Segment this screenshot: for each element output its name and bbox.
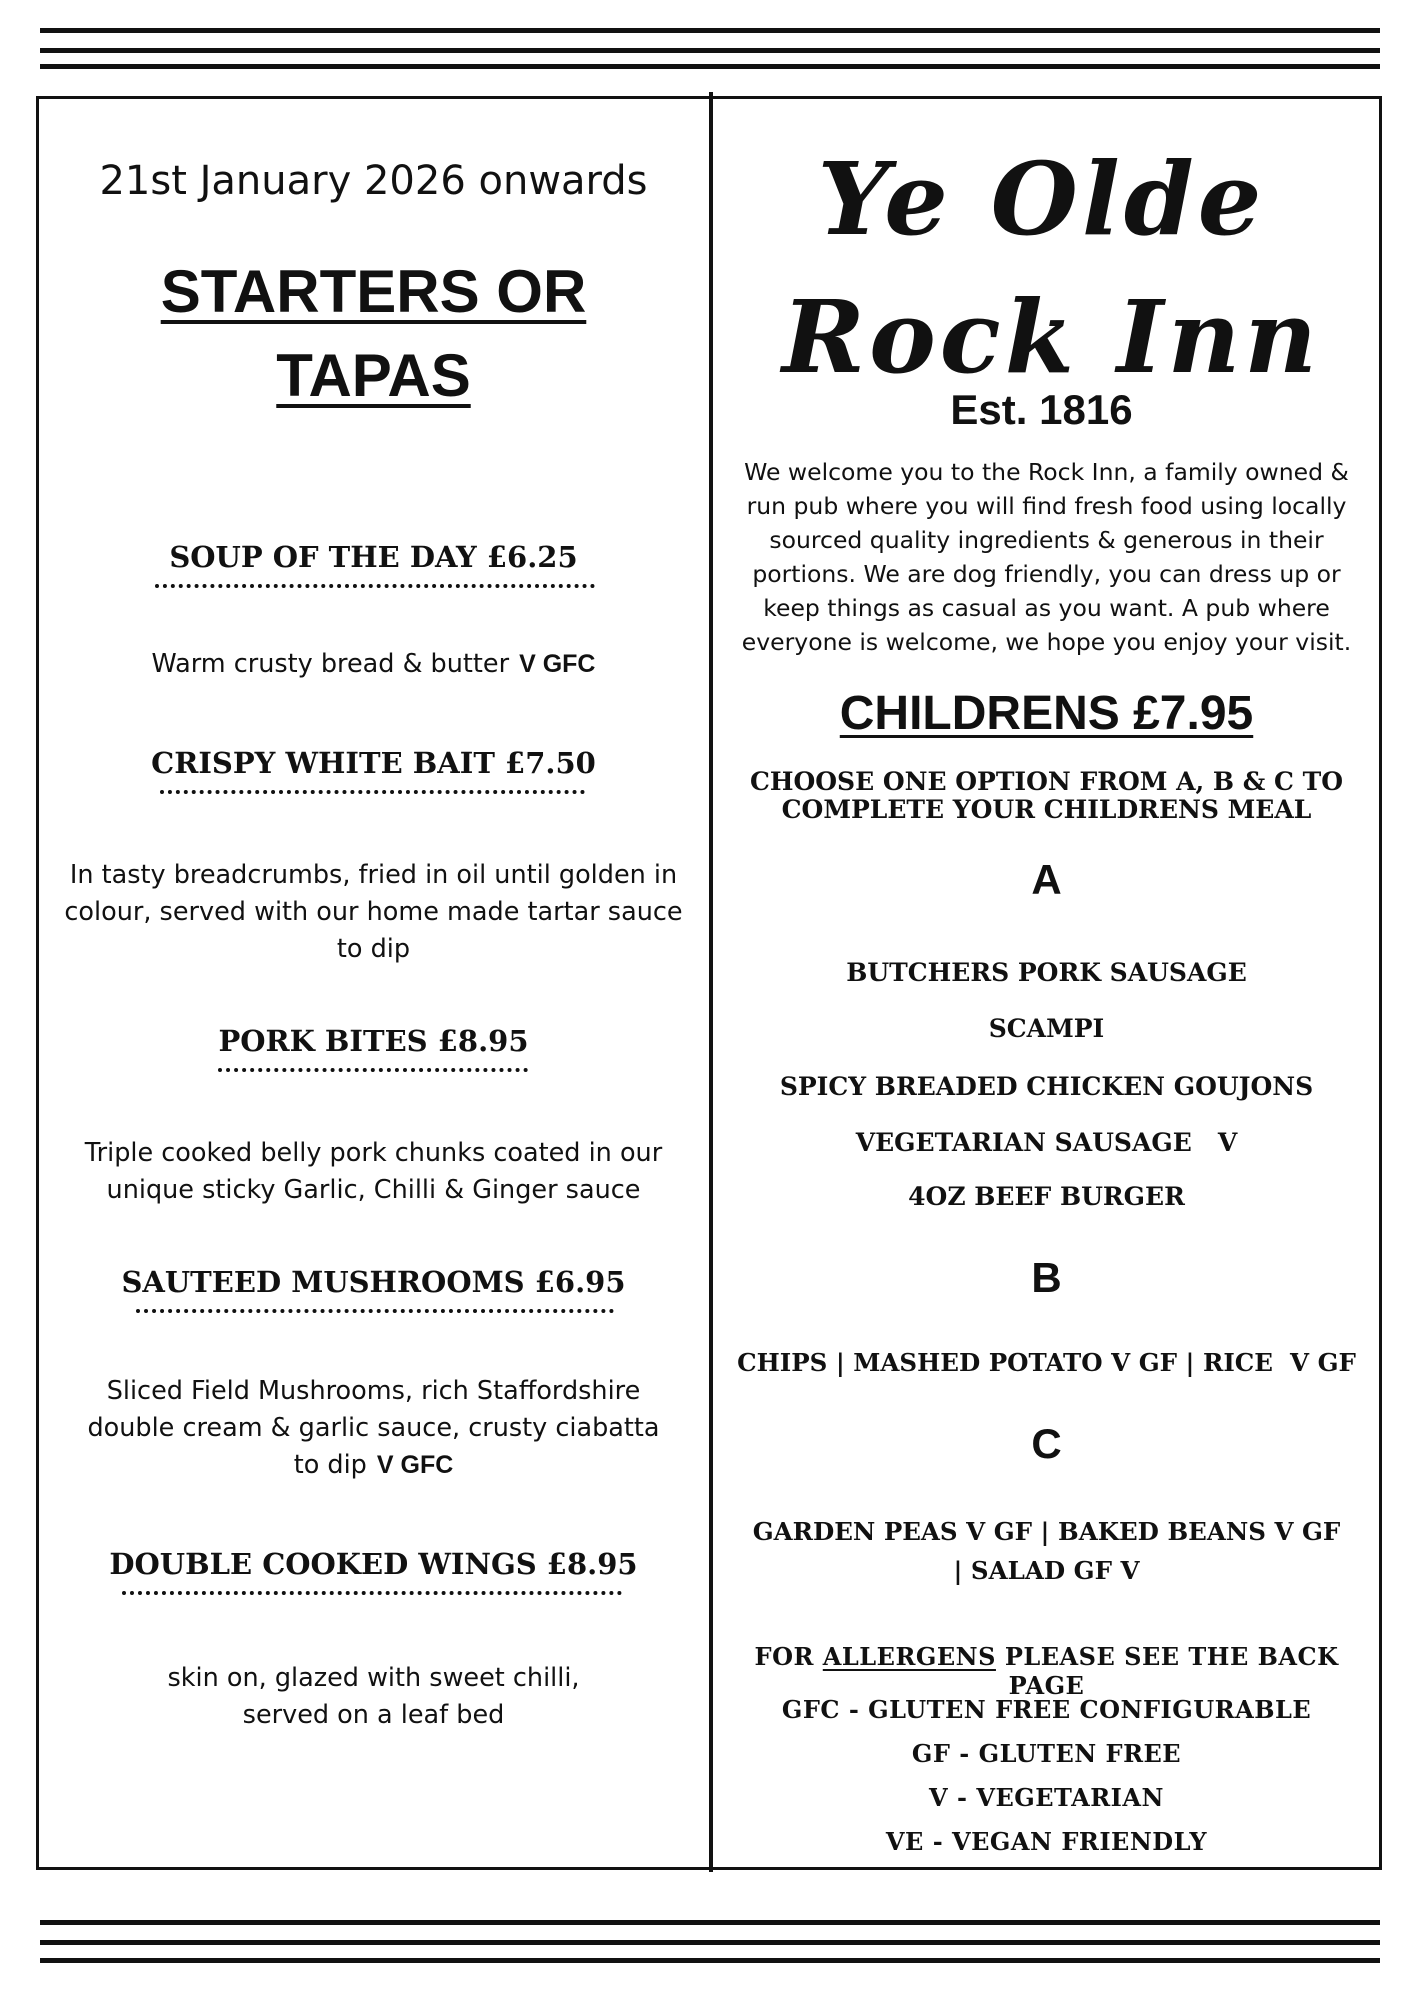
group-c-options: GARDEN PEAS V GF | BAKED BEANS V GF | SALAD GF V <box>752 1517 1341 1585</box>
bottom-rule-2 <box>40 1940 1380 1945</box>
info-column: Ye Olde Rock Inn Est. 1816 We welcome you to the Rock Inn, a family owned & run pub where you will find fresh food using locally sourced quality ingredients & generous in their portions. We are dog friendly, you can dress up or keep things as casual as you want. A pub where everyone is welcome, we hope you enjoy your visit. CHILDRENS £7.95 CHOOSE ONE OPTION FROM A, B & C TO COMPLETE YOUR CHILDRENS MEAL A BUTCHERS PORK SAUSAGE SCAMPI SPICY BREADED CHICKEN GOUJONS VEGETARIAN SAUSAGE V 4OZ BEEF BURGER B CHIPS | MASHED POTATO V GF | RICE V GF C GARDEN PEAS V GF | BAKED BEANS V GF | SALAD GF V FOR ALLERGENS PLEASE SEE THE BACK PAGE GFC - GLUTEN FREE CONFIGURABLE GF - GLUTEN FREE V - VEGETARIAN VE - VEGAN FRIENDLY <box>713 100 1380 1866</box>
group-b-label: B <box>1031 1254 1062 1301</box>
menu-item-title: PORK BITES £8.95 <box>218 1024 529 1058</box>
dietary-tags: V GFC <box>376 1451 454 1479</box>
menu-item-description: skin on, glazed with sweet chilli, served on a leaf bed <box>167 1663 580 1730</box>
menu-item-description: Triple cooked belly pork chunks coated in our unique sticky Garlic, Chilli & Ginger sauce <box>84 1138 663 1205</box>
dietary-tags: V GFC <box>519 650 596 678</box>
allergen-note: FOR ALLERGENS PLEASE SEE THE BACK PAGE <box>754 1642 1339 1700</box>
dotted-divider <box>136 1309 614 1313</box>
dotted-divider <box>155 584 595 588</box>
menu-item-description: In tasty breadcrumbs, fried in oil until golden in colour, served with our home made tartar sauce to dip <box>64 860 683 964</box>
established-year: Est. 1816 <box>950 386 1133 433</box>
dotted-divider <box>122 1591 622 1595</box>
menu-item-title: SOUP OF THE DAY £6.25 <box>169 540 578 574</box>
dotted-divider <box>218 1068 528 1072</box>
welcome-text: We welcome you to the Rock Inn, a family owned & run pub where you will find fresh food using locally sourced quality ingredients & generous in their portions. We are dog friendly, you can dress up or keep things as casual as you want. A pub where everyone is welcome, we hope you enjoy your visit. <box>741 458 1352 656</box>
pub-name-line2: Rock Inn <box>782 278 1321 396</box>
allergens-link: ALLERGENS <box>822 1642 996 1671</box>
bottom-rule-1 <box>40 1920 1380 1925</box>
menu-item-description: Warm crusty bread & butter V GFC <box>151 649 596 679</box>
dotted-divider <box>160 790 585 794</box>
menu-item-description: Sliced Field Mushrooms, rich Staffordshire double cream & garlic sauce, crusty ciabatta to dip V GFC <box>87 1376 660 1480</box>
top-rule-3 <box>40 64 1380 69</box>
group-c-label: C <box>1031 1420 1062 1467</box>
starters-title: STARTERS OR TAPAS <box>160 258 587 409</box>
bottom-rule-3 <box>40 1958 1380 1963</box>
childrens-instructions: CHOOSE ONE OPTION FROM A, B & C TO COMPLETE YOUR CHILDRENS MEAL <box>749 767 1344 824</box>
menu-item-title: CRISPY WHITE BAIT £7.50 <box>151 746 596 780</box>
top-rule-2 <box>40 48 1380 53</box>
top-rule-1 <box>40 28 1380 33</box>
menu-item-title: DOUBLE COOKED WINGS £8.95 <box>109 1547 638 1581</box>
date-line: 21st January 2026 onwards <box>99 158 648 204</box>
pub-name-line1: Ye Olde <box>817 140 1266 258</box>
group-a-label: A <box>1031 856 1062 903</box>
menu-item-title: SAUTEED MUSHROOMS £6.95 <box>121 1265 626 1299</box>
childrens-title: CHILDRENS £7.95 <box>839 687 1254 740</box>
group-b-options: CHIPS | MASHED POTATO V GF | RICE V GF <box>737 1348 1356 1377</box>
starters-column <box>40 100 707 1866</box>
allergen-legend: GFC - GLUTEN FREE CONFIGURABLE GF - GLUTEN FREE V - VEGETARIAN VE - VEGAN FRIENDLY <box>781 1695 1312 1856</box>
